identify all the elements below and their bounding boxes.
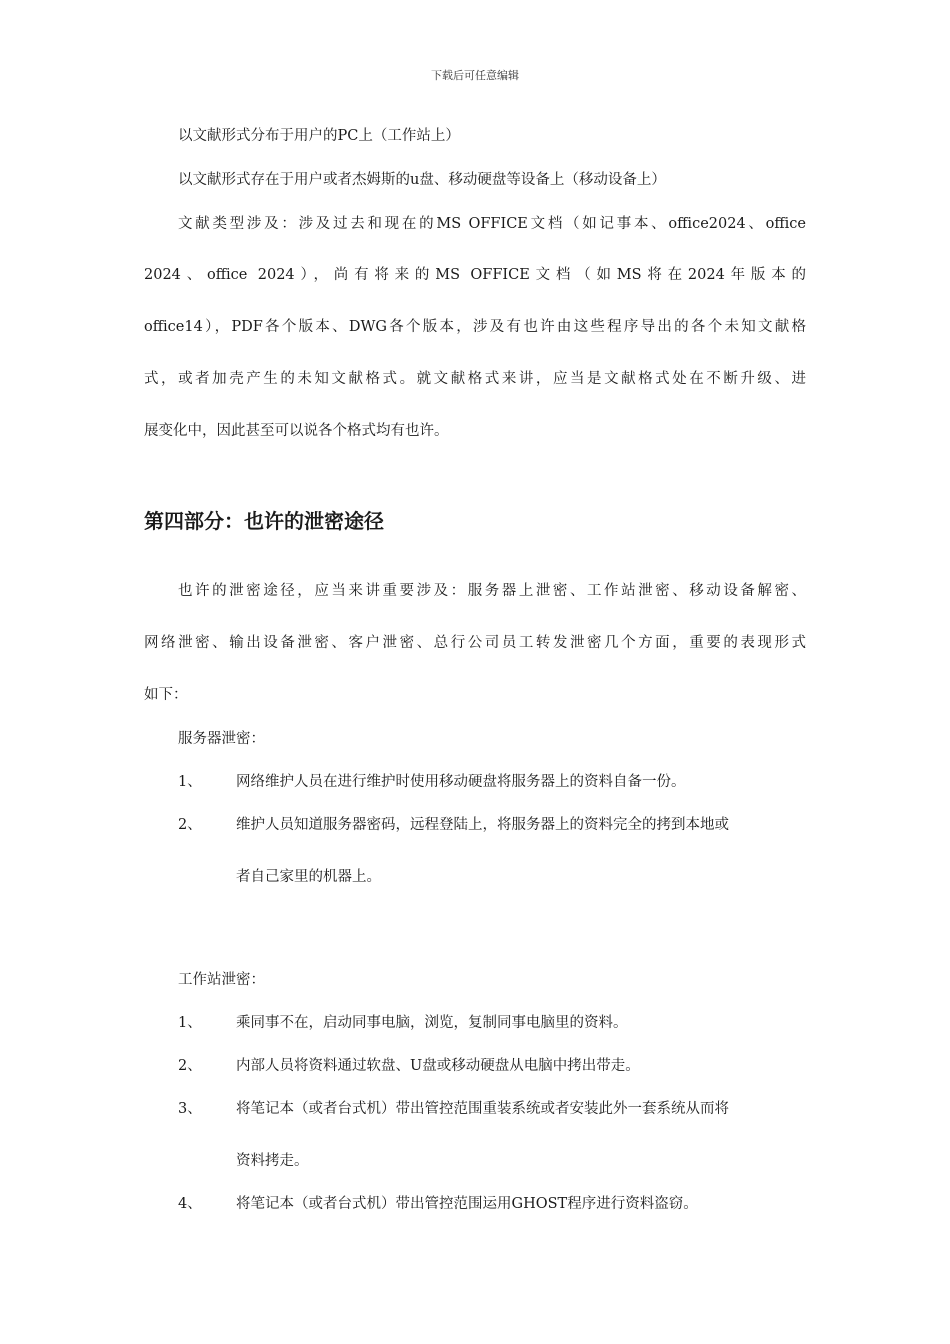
list-item-text: 将笔记本（或者台式机）带出管控范围运用GHOST程序进行资料盗窃。 bbox=[236, 1196, 698, 1212]
intro-para-line-1: 文献类型涉及：涉及过去和现在的MS OFFICE文档（如记事本、office2024、office bbox=[178, 216, 806, 232]
section-heading: 第四部分：也许的泄密途径 bbox=[144, 509, 384, 533]
list-number: 2、 bbox=[178, 817, 202, 833]
list-item-text: 网络维护人员在进行维护时使用移动硬盘将服务器上的资料自备一份。 bbox=[236, 774, 686, 790]
list-item-text-cont: 者自己家里的机器上。 bbox=[236, 869, 381, 885]
intro-line-pc: 以文献形式分布于用户的PC上（工作站上） bbox=[178, 128, 460, 144]
list-item-text-cont: 资料拷走。 bbox=[236, 1153, 309, 1169]
list-number: 2、 bbox=[178, 1058, 202, 1074]
list-item-text: 将笔记本（或者台式机）带出管控范围重装系统或者安装此外一套系统从而将 bbox=[236, 1101, 729, 1117]
page-header: 下载后可任意编辑 bbox=[431, 69, 519, 82]
section-para-line-1: 也许的泄密途径，应当来讲重要涉及：服务器上泄密、工作站泄密、移动设备解密、 bbox=[178, 583, 806, 599]
intro-line-mobile: 以文献形式存在于用户或者杰姆斯的u盘、移动硬盘等设备上（移动设备上） bbox=[178, 172, 666, 188]
workstation-leak-label: 工作站泄密： bbox=[178, 972, 265, 988]
intro-para-line-5: 展变化中，因此甚至可以说各个格式均有也许。 bbox=[144, 423, 449, 439]
list-number: 3、 bbox=[178, 1101, 202, 1117]
list-item-text: 乘同事不在，启动同事电脑，浏览，复制同事电脑里的资料。 bbox=[236, 1015, 628, 1031]
intro-para-line-2: 2024、office 2024），尚有将来的MS OFFICE文档（如MS将在2024年版本的 bbox=[144, 267, 806, 283]
section-para-line-2: 网络泄密、输出设备泄密、客户泄密、总行公司员工转发泄密几个方面，重要的表现形式 bbox=[144, 635, 806, 651]
section-para-line-3: 如下： bbox=[144, 687, 188, 703]
list-number: 1、 bbox=[178, 1015, 202, 1031]
list-item-text: 内部人员将资料通过软盘、U盘或移动硬盘从电脑中拷出带走。 bbox=[236, 1058, 640, 1074]
list-item-text: 维护人员知道服务器密码，远程登陆上，将服务器上的资料完全的拷到本地或 bbox=[236, 817, 729, 833]
server-leak-label: 服务器泄密： bbox=[178, 731, 265, 747]
intro-para-line-3: office14），PDF各个版本、DWG各个版本，涉及有也许由这些程序导出的各个未知文献格 bbox=[144, 319, 806, 335]
list-number: 1、 bbox=[178, 774, 202, 790]
list-number: 4、 bbox=[178, 1196, 202, 1212]
intro-para-line-4: 式，或者加壳产生的未知文献格式。就文献格式来讲，应当是文献格式处在不断升级、进 bbox=[144, 371, 806, 387]
